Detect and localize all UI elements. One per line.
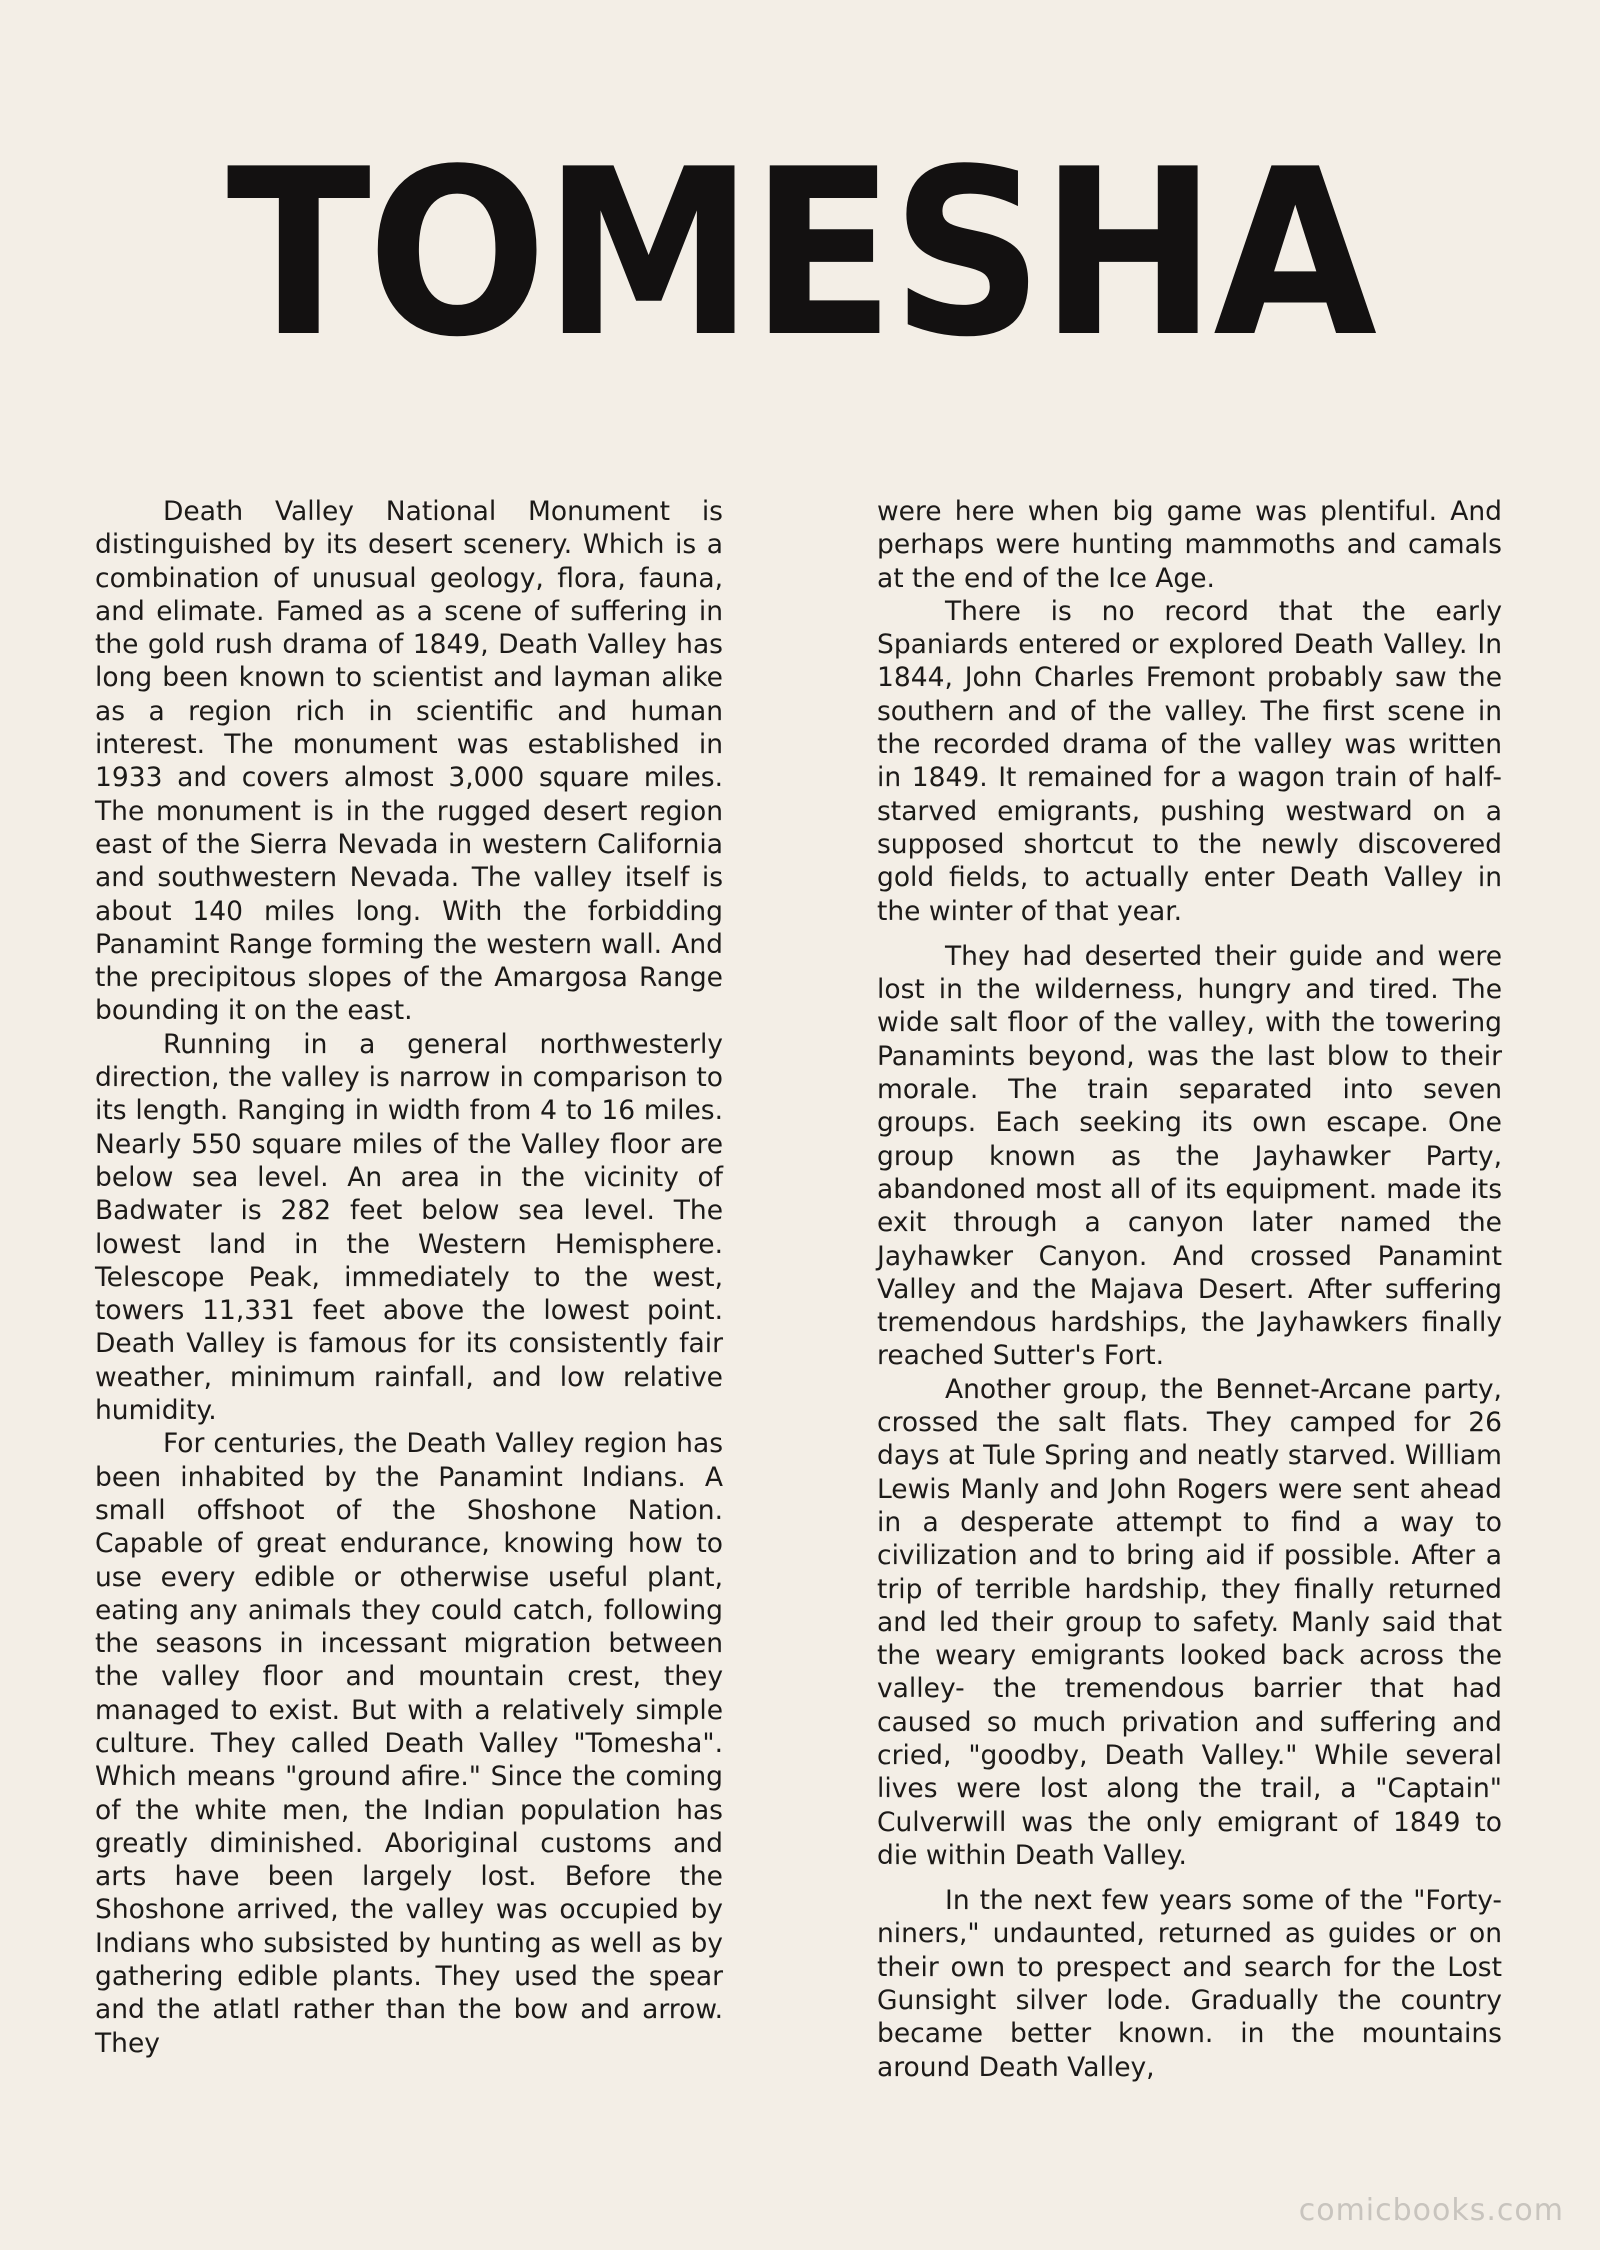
left-column [95,495,723,2060]
left-paragraph-1: Death Valley National Monument is distinguished by its desert scenery. Which is a combination of unusual geology, flora, fauna, and elimate. Famed as a scene of suffering in the gold rush drama of 1849, Death Valley has long been known to scientist and layman alike as a region rich in scientific and human interest. The monument was established in 1933 and covers almost 3,000 square miles. The monument is in the rugged desert region east of the Sierra Nevada in western California and southwestern Nevada. The valley itself is about 140 miles long. With the forbidding Panamint Range forming the western wall. And the precipitous slopes of the Amargosa Range bounding it on the east. [95,496,723,1027]
left-paragraph-3: For centuries, the Death Valley region has been inhabited by the Panamint Indians. A small offshoot of the Shoshone Nation. Capable of great endurance, knowing how to use every edible or otherwise useful plant, eating any animals they could catch, following the seasons in incessant migration between the valley floor and mountain crest, they managed to exist. But with a relatively simple culture. They called Death Valley "Tomesha". Which means "ground afire." Since the coming of the white men, the Indian population has greatly diminished. Aboriginal customs and arts have been largely lost. Before the Shoshone arrived, the valley was occupied by Indians who subsisted by hunting as well as by gathering edible plants. They used the spear and the atlatl rather than the bow and arrow. They [95,1428,723,2059]
right-paragraph-3: They had deserted their guide and were lost in the wilderness, hungry and tired. The wide salt floor of the valley, with the towering Panamints beyond, was the last blow to their morale. The train separated into seven groups. Each seeking its own escape. One group known as the Jayhawker Party, abandoned most all of its equipment. made its exit through a canyon later named the Jayhawker Canyon. And crossed Panamint Valley and the Majava Desert. After suffering tremendous hardships, the Jayhawkers finally reached Sutter's Fort. [877,940,1502,1372]
right-paragraph-5: In the next few years some of the "Forty-niners," undaunted, returned as guides or on their own to prespect and search for the Lost Gunsight silver lode. Gradually the country became better known. in the mountains around Death Valley, [877,1885,1502,2083]
right-paragraph-2: There is no record that the early Spaniards entered or explored Death Valley. In 1844, John Charles Fremont probably saw the southern and of the valley. The first scene in the recorded drama of the valley was written in 1849. It remained for a wagon train of half-starved emigrants, pushing westward on a supposed shortcut to the newly discovered gold fields, to actually enter Death Valley in the winter of that year. [877,595,1502,927]
watermark: comicbooks.com [1298,2193,1564,2228]
left-paragraph-2: Running in a general northwesterly direction, the valley is narrow in comparison to its length. Ranging in width from 4 to 16 miles. Nearly 550 square miles of the Valley floor are below sea level. An area in the vicinity of Badwater is 282 feet below sea level. The lowest land in the Western Hemisphere. Telescope Peak, immediately to the west, towers 11,331 feet above the lowest point. Death Valley is famous for its consistently fair weather, minimum rainfall, and low relative humidity. [95,1028,723,1427]
right-paragraph-4: Another group, the Bennet-Arcane party, crossed the salt flats. They camped for 26 days at Tule Spring and neatly starved. William Lewis Manly and John Rogers were sent ahead in a desperate attempt to find a way to civilization and to bring aid if possible. After a trip of terrible hardship, they finally returned and led their group to safety. Manly said that the weary emigrants looked back across the valley- the tremendous barrier that had caused so much privation and suffering and cried, "goodby, Death Valley." While several lives were lost along the trail, a "Captain" Culverwill was the only emigrant of 1849 to die within Death Valley. [877,1373,1502,1871]
page-title: TOMESHA [226,121,1374,388]
right-paragraph-1: were here when big game was plentiful. And perhaps were hunting mammoths and camals at the end of the Ice Age. [877,496,1502,594]
right-column [877,495,1502,2084]
